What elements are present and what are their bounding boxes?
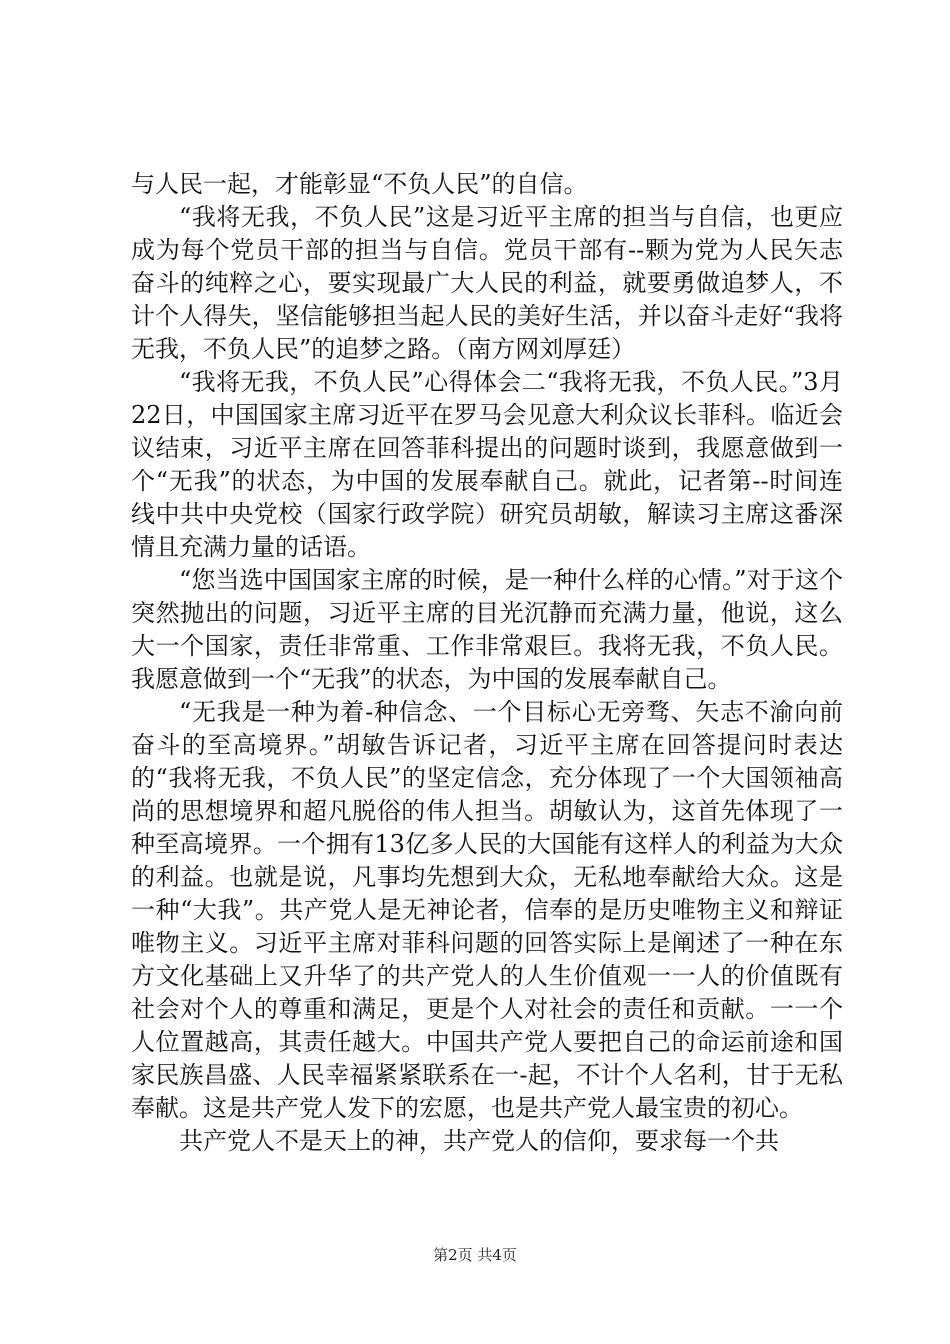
- paragraph-6: 共产党人不是天上的神，共产党人的信仰，要求每一个共: [179, 1127, 779, 1155]
- paragraph-2: “我将无我，不负人民”这是习近平主席的担当与自信，也更应成为每个党员干部的担当与自信。党员干部有--颗为党为人民矢志奋斗的纯粹之心，要实现最广大人民的利益，就要勇做追梦人，不计个人得失，坚信能够担当起人民的美好生活，并以奋斗走好“我将无我，不负人民”的追梦之路。（南方网刘厚廷）: [131, 203, 843, 363]
- paragraph-5: “无我是一种为着-种信念、一个目标心无旁骛、矢志不渝向前奋斗的至高境界。”胡敏告诉记者，习近平主席在回答提问时表达的“我将无我，不负人民”的坚定信念，充分体现了一个大国领袖高尚的思想境界和超凡脱俗的伟人担当。胡敏认为，这首先体现了一种至高境界。一个拥有13亿多人民的大国能有这样人的利益为大众的利益。也就是说，凡事均先想到大众，无私地奉献给大众。这是一种“大我”。共产党人是无神论者，信奉的是历史唯物主义和辩证唯物主义。习近平主席对菲科问题的回答实际上是阐述了一种在东方文化基础上又升华了的共产党人的人生价值观一一人的价值既有社会对个人的尊重和满足，更是个人对社会的责任和贡献。一一个人位置越高，其责任越大。中国共产党人要把自己的命运前途和国家民族昌盛、人民幸福紧紧联系在一-起，不计个人名利，甘于无私奉献。这是共产党人发下的宏愿，也是共产党人最宝贵的初心。: [131, 698, 843, 1122]
- document-body: [131, 168, 843, 1158]
- paragraph-1: 与人民一起，才能彰显“不负人民”的自信。: [131, 170, 588, 198]
- page-number-footer: 第2页 共4页: [433, 1246, 517, 1264]
- paragraph-3: “我将无我，不负人民”心得体会二“我将无我，不负人民。”3月22日，中国国家主席习近平在罗马会见意大利众议长菲科。临近会议结束，习近平主席在回答菲科提出的问题时谈到，我愿意做到一个“无我”的状态，为中国的发展奉献自己。就此，记者第--时间连线中共中央党校（国家行政学院）研究员胡敏，解读习主席这番深情且充满力量的话语。: [131, 368, 843, 561]
- paragraph-4: “您当选中国国家主席的时候，是一种什么样的心情。”对于这个突然抛出的问题，习近平主席的目光沉静而充满力量，他说，这么大一个国家，责任非常重、工作非常艰巨。我将无我，不负人民。我愿意做到一个“无我”的状态，为中国的发展奉献自己。: [131, 566, 843, 693]
